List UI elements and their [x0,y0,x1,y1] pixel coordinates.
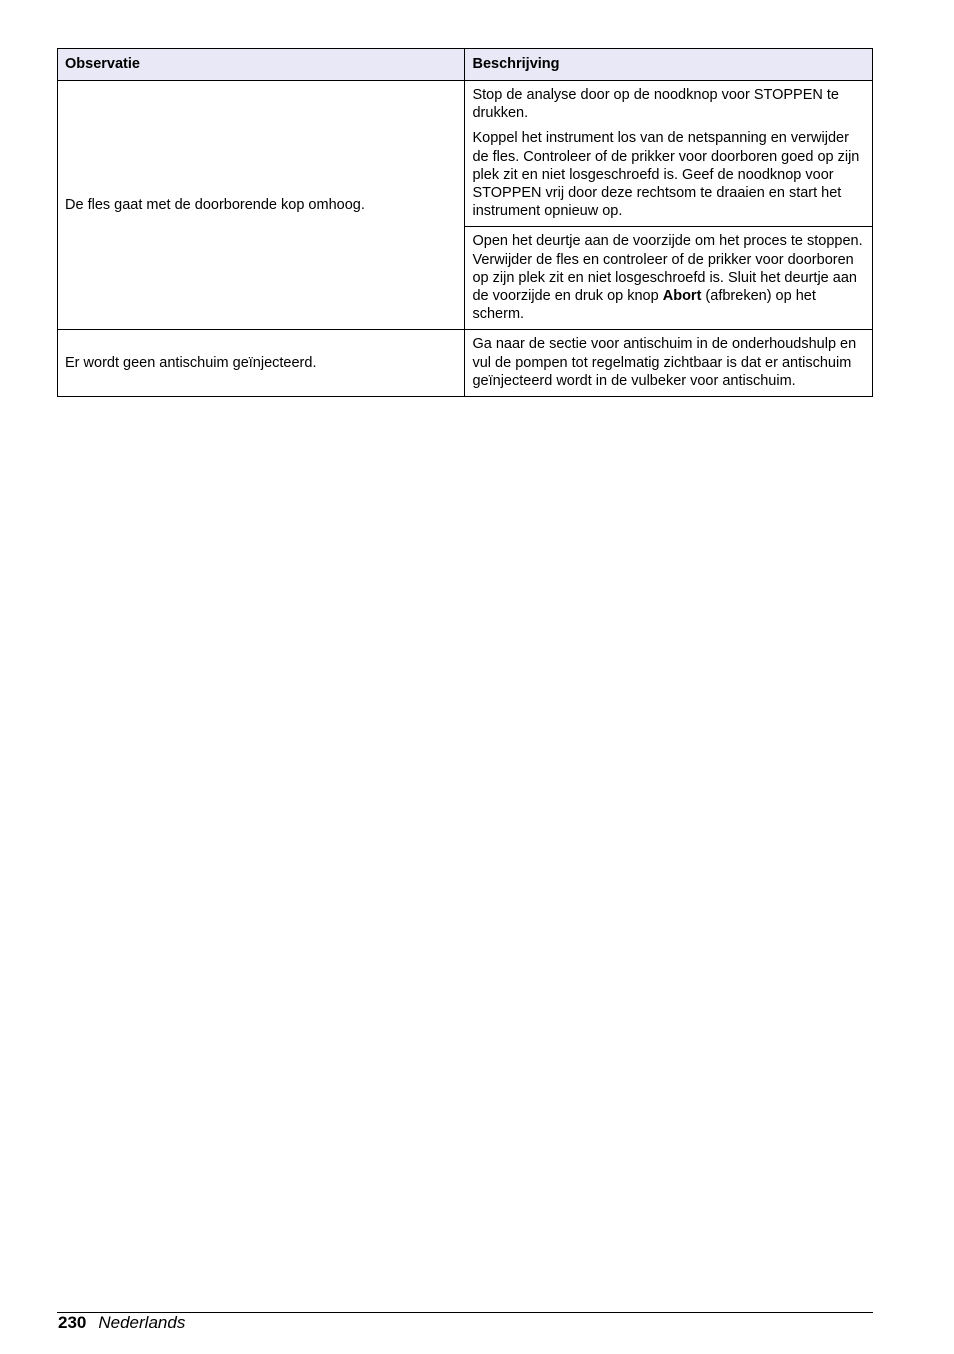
troubleshooting-table [57,48,873,397]
page-footer [58,1313,185,1333]
page-number: 230 [58,1313,87,1332]
description-paragraph: Koppel het instrument los van de netspanning en verwijder de fles. Controleer of de prikker voor doorboren goed op zijn plek zit en niet losgeschroefd is. Geef de noodknop voor STOPPEN vrij door deze rechtsom te draaien en start het instrument opnieuw op. [472,130,860,220]
observation-cell: Er wordt geen antischuim geïnjecteerd. [58,330,465,397]
abort-button-label: Abort [662,288,702,305]
description-cell [465,81,873,227]
description-text: Open het deurtje aan de voorzijde om het proces te stoppen. Verwijder de fles en controleer of de prikker voor doorboren op zijn plek zit en niet losgeschroefd is. Sluit het deurtje aan de voorzijde en druk op knop [472,233,863,305]
description-cell [465,227,873,330]
footer-language: Nederlands [98,1313,186,1332]
description-paragraph [472,232,865,323]
header-description: Beschrijving [465,49,873,81]
table-header-row [58,49,873,81]
table-row [58,81,873,227]
observation-cell: De fles gaat met de doorborende kop omhoog. [58,81,465,330]
description-text: (afbreken) op het scherm. [472,288,816,323]
description-cell [465,330,873,397]
table-row [58,330,873,397]
header-observation: Observatie [58,49,465,81]
description-paragraph: Stop de analyse door op de noodknop voor STOPPEN te drukken. [472,87,839,122]
description-paragraph: Ga naar de sectie voor antischuim in de onderhoudshulp en vul de pompen tot regelmatig zichtbaar is dat er antischuim geïnjecteerd wordt in de vulbeker voor antischuim. [472,336,857,389]
